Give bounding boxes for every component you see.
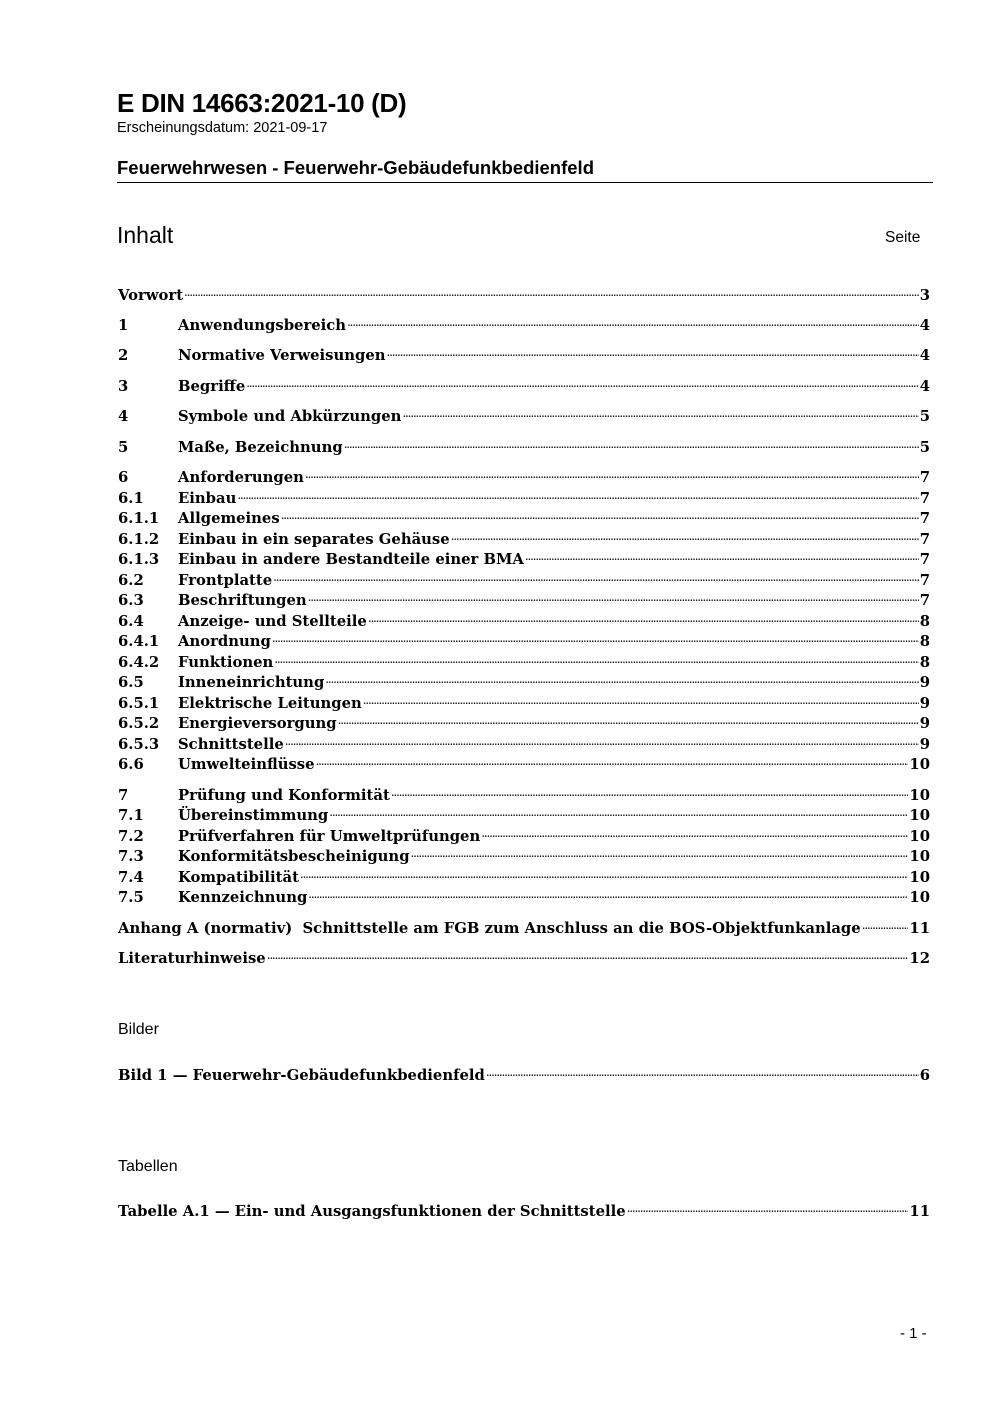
toc-dot-leader — [411, 841, 909, 861]
toc-entry-number: 7.5 — [118, 889, 144, 906]
toc-dot-leader — [308, 882, 908, 902]
toc-entry-title: Anzeige- und Stellteile — [178, 613, 367, 630]
toc-entry-page: 5 — [919, 408, 930, 425]
toc-entry-page: 9 — [919, 674, 930, 691]
toc-entry-6-5-1[interactable] — [118, 688, 930, 712]
toc-entry-page: 10 — [909, 828, 930, 845]
toc-entry-title: Vorwort — [118, 287, 184, 304]
toc-entry-7-4[interactable] — [118, 862, 930, 886]
toc-entry-page: 4 — [919, 347, 930, 364]
toc-entry-number: 2 — [118, 347, 129, 364]
toc-entry-6-5-2[interactable] — [118, 708, 930, 732]
toc-entry-number: 5 — [118, 439, 129, 456]
toc-dot-leader — [486, 1060, 919, 1080]
toc-entry-7-3[interactable] — [118, 841, 930, 865]
toc-entry-page: 8 — [919, 654, 930, 671]
toc-dot-leader — [316, 749, 909, 769]
toc-dot-leader — [285, 729, 919, 749]
toc-dot-leader — [184, 280, 919, 300]
toc-entry-page: 7 — [919, 490, 930, 507]
toc-entry-page: 4 — [919, 317, 930, 334]
toc-entry-title: Prüfverfahren für Umweltprüfungen — [178, 828, 481, 845]
toc-entry-number: 6.5.2 — [118, 715, 160, 732]
toc-entry-title: Normative Verweisungen — [178, 347, 386, 364]
toc-entry-title: Anwendungsbereich — [178, 317, 347, 334]
toc-entry-number: 6.5.3 — [118, 736, 160, 753]
toc-entry-title: Kompatibilität — [178, 869, 299, 886]
toc-entry-title: Konformitätsbescheinigung — [178, 848, 410, 865]
toc-entry-title: Energieversorgung — [178, 715, 337, 732]
toc-entry-number: 1 — [118, 317, 129, 334]
toc-entry-number: 7 — [118, 787, 129, 804]
document-number: E DIN 14663:2021-10 (D) — [117, 88, 407, 118]
toc-entry-6-3[interactable] — [118, 585, 930, 609]
figure-entry-page: 6 — [919, 1067, 930, 1084]
toc-dot-leader — [402, 401, 918, 421]
toc-dot-leader — [347, 310, 919, 330]
toc-entry-title: Schnittstelle — [178, 736, 284, 753]
document-title: Feuerwehrwesen - Feuerwehr-Gebäudefunkbedienfeld — [117, 157, 594, 178]
toc-entry-number: 6.4.1 — [118, 633, 160, 650]
toc-entry-page: 10 — [909, 787, 930, 804]
toc-entry-title: Literaturhinweise — [118, 950, 266, 967]
toc-entry-6-5-3[interactable] — [118, 729, 930, 753]
toc-entry-6-2[interactable] — [118, 565, 930, 589]
toc-entry-page: 10 — [909, 869, 930, 886]
toc-entry-6-4-2[interactable] — [118, 647, 930, 671]
toc-entry-6-5[interactable] — [118, 667, 930, 691]
toc-entry-page: 10 — [909, 848, 930, 865]
toc-dot-leader — [627, 1196, 909, 1216]
toc-dot-leader — [273, 565, 919, 585]
toc-entry-title: Maße, Bezeichnung — [178, 439, 343, 456]
toc-entry-6-1-1[interactable] — [118, 503, 930, 527]
toc-entry-page: 12 — [909, 950, 930, 967]
toc-entry-7-1[interactable] — [118, 800, 930, 824]
toc-entry-7[interactable] — [118, 780, 930, 804]
table-entry-title: Tabelle A.1 — Ein- und Ausgangsfunktionen der Schnittstelle — [118, 1203, 626, 1220]
toc-entry-number: 6.2 — [118, 572, 144, 589]
toc-dot-leader — [237, 483, 918, 503]
toc-dot-leader — [368, 606, 919, 626]
toc-entry-6-1-3[interactable] — [118, 544, 930, 568]
toc-entry-4[interactable] — [118, 401, 930, 425]
toc-dot-leader — [267, 943, 909, 963]
toc-dot-leader — [344, 432, 919, 452]
toc-dot-leader — [481, 821, 908, 841]
toc-dot-leader — [246, 371, 918, 391]
toc-entry-page: 9 — [919, 736, 930, 753]
toc-entry-title: Kennzeichnung — [178, 889, 308, 906]
toc-entry-page: 7 — [919, 551, 930, 568]
toc-entry-title: Frontplatte — [178, 572, 273, 589]
toc-entry-page: 9 — [919, 695, 930, 712]
toc-entry-6-4[interactable] — [118, 606, 930, 630]
toc-entry-page: 8 — [919, 633, 930, 650]
toc-entry-title: Allgemeines — [178, 510, 280, 527]
toc-entry-page: 10 — [909, 756, 930, 773]
toc-dot-leader — [391, 780, 909, 800]
toc-entry-title: Begriffe — [178, 378, 246, 395]
toc-entry-6-4-1[interactable] — [118, 626, 930, 650]
figure-entry-title: Bild 1 — Feuerwehr-Gebäudefunkbedienfeld — [118, 1067, 485, 1084]
table-entry-a1[interactable] — [118, 1196, 930, 1220]
toc-dot-leader — [338, 708, 919, 728]
toc-dot-leader — [387, 340, 919, 360]
toc-entry-page: 8 — [919, 613, 930, 630]
toc-entry-title: Einbau in andere Bestandteile einer BMA — [178, 551, 524, 568]
toc-entry-number: 6.1.2 — [118, 531, 160, 548]
toc-entry-title: Beschriftungen — [178, 592, 307, 609]
toc-entry-page: 11 — [909, 920, 930, 937]
toc-entry-title: Prüfung und Konformität — [178, 787, 390, 804]
toc-dot-leader — [300, 862, 908, 882]
toc-entry-number: 7.2 — [118, 828, 144, 845]
toc-entry-title: Elektrische Leitungen — [178, 695, 362, 712]
toc-entry-number: 3 — [118, 378, 129, 395]
publication-date: Erscheinungsdatum: 2021-09-17 — [117, 120, 328, 136]
toc-entry-title: Funktionen — [178, 654, 274, 671]
toc-entry-page: 10 — [909, 889, 930, 906]
toc-entry-5[interactable] — [118, 432, 930, 456]
toc-entry-number: 6.4.2 — [118, 654, 160, 671]
toc-entry-page: 7 — [919, 531, 930, 548]
toc-dot-leader — [305, 462, 919, 482]
toc-entry-page: 7 — [919, 572, 930, 589]
toc-entry-number: 4 — [118, 408, 129, 425]
toc-entry-title: Übereinstimmung — [178, 807, 329, 824]
toc-entry-title: Einbau in ein separates Gehäuse — [178, 531, 450, 548]
figures-heading: Bilder — [118, 1021, 159, 1038]
toc-entry-title: Anforderungen — [178, 469, 304, 486]
toc-dot-leader — [329, 800, 908, 820]
toc-entry-7-2[interactable] — [118, 821, 930, 845]
toc-entry-page: 4 — [919, 378, 930, 395]
toc-entry-page: 9 — [919, 715, 930, 732]
toc-entry-number: 6.1.1 — [118, 510, 160, 527]
toc-entry-title: Inneneinrichtung — [178, 674, 325, 691]
toc-entry-number: 7.4 — [118, 869, 144, 886]
toc-entry-number: 6.1.3 — [118, 551, 160, 568]
toc-dot-leader — [325, 667, 918, 687]
toc-entry-number: 6.4 — [118, 613, 144, 630]
toc-entry-vorwort[interactable] — [118, 280, 930, 304]
toc-entry-page: 7 — [919, 510, 930, 527]
toc-entry-title: Anhang A (normativ) Schnittstelle am FGB zum Anschluss an die BOS-Objektfunkanlage — [118, 920, 861, 937]
toc-dot-leader — [451, 524, 919, 544]
toc-entry-bibliography[interactable] — [118, 943, 930, 967]
toc-entry-6-1-2[interactable] — [118, 524, 930, 548]
figure-entry-1[interactable] — [118, 1060, 930, 1084]
toc-entry-page: 3 — [919, 287, 930, 304]
toc-entry-number: 6.6 — [118, 756, 144, 773]
toc-entry-page: 7 — [919, 592, 930, 609]
toc-entry-1[interactable] — [118, 310, 930, 334]
toc-dot-leader — [281, 503, 919, 523]
toc-entry-annex-a[interactable] — [118, 913, 930, 937]
toc-entry-page: 7 — [919, 469, 930, 486]
toc-page-column-label: Seite — [885, 229, 921, 246]
toc-dot-leader — [363, 688, 919, 708]
toc-entry-page: 5 — [919, 439, 930, 456]
toc-entry-number: 7.3 — [118, 848, 144, 865]
toc-dot-leader — [272, 626, 919, 646]
toc-entry-number: 7.1 — [118, 807, 144, 824]
toc-dot-leader — [525, 544, 919, 564]
toc-entry-number: 6 — [118, 469, 129, 486]
toc-entry-title: Symbole und Abkürzungen — [178, 408, 402, 425]
toc-entry-7-5[interactable] — [118, 882, 930, 906]
toc-dot-leader — [862, 913, 909, 933]
toc-dot-leader — [274, 647, 918, 667]
tables-heading: Tabellen — [118, 1158, 178, 1175]
toc-heading: Inhalt — [117, 222, 174, 248]
toc-entry-page: 10 — [909, 807, 930, 824]
toc-entry-number: 6.5 — [118, 674, 144, 691]
title-divider — [117, 182, 933, 183]
toc-entry-3[interactable] — [118, 371, 930, 395]
toc-entry-6-1[interactable] — [118, 483, 930, 507]
toc-entry-title: Einbau — [178, 490, 237, 507]
toc-entry-2[interactable] — [118, 340, 930, 364]
toc-entry-number: 6.3 — [118, 592, 144, 609]
page-number: - 1 - — [900, 1325, 927, 1342]
toc-dot-leader — [308, 585, 919, 605]
toc-entry-6-6[interactable] — [118, 749, 930, 773]
toc-entry-number: 6.5.1 — [118, 695, 160, 712]
table-entry-page: 11 — [909, 1203, 930, 1220]
toc-entry-title: Umwelteinflüsse — [178, 756, 315, 773]
toc-entry-title: Anordnung — [178, 633, 271, 650]
toc-entry-6[interactable] — [118, 462, 930, 486]
toc-entry-number: 6.1 — [118, 490, 144, 507]
